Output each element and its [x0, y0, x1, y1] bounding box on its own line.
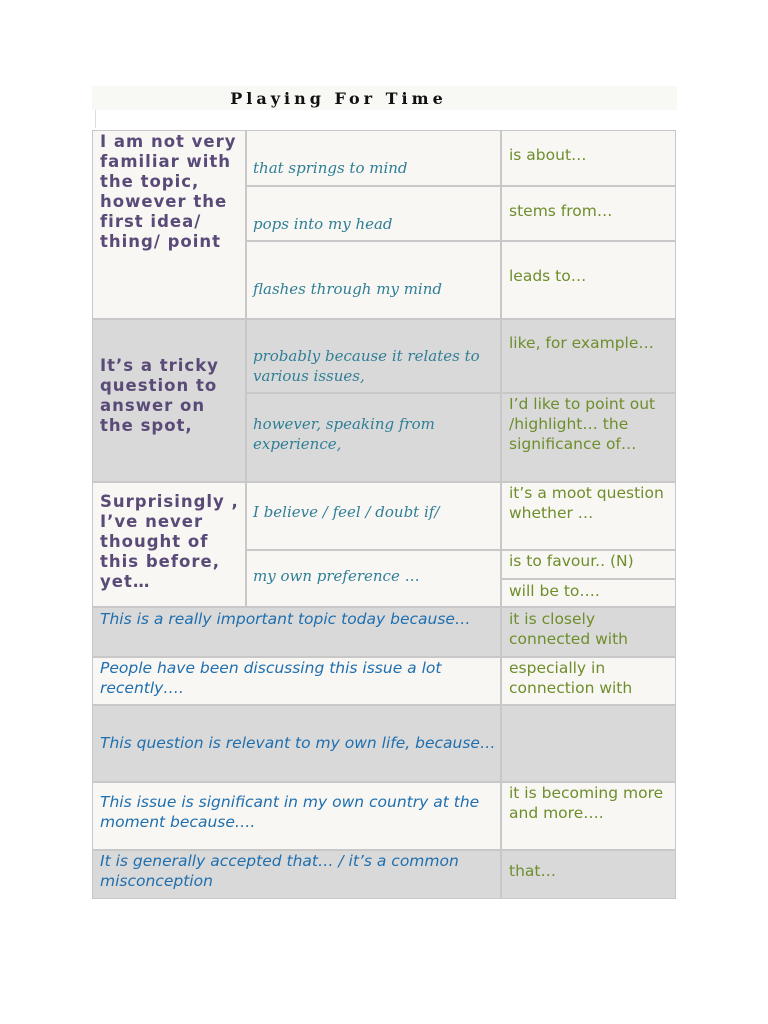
right-cell-1a	[501, 130, 676, 186]
lead-text-2: It’s a tricky question to answer on the spot,	[100, 356, 219, 435]
right-text-1a: is about…	[509, 146, 587, 164]
row-left-1	[92, 607, 501, 657]
row-right-3	[501, 705, 676, 782]
row-right-1	[501, 607, 676, 657]
middle-cell-1b	[246, 186, 501, 241]
middle-text-1b: pops into my head	[253, 215, 393, 233]
row-left-text-3: This question is relevant to my own life, because…	[100, 734, 496, 752]
divider	[95, 110, 96, 128]
right-cell-2b	[501, 393, 676, 482]
row-left-text-2: People have been discussing this issue a lot recently….	[100, 659, 442, 697]
right-text-3a: it’s a moot question whether …	[509, 484, 664, 522]
row-left-3	[92, 705, 501, 782]
row-left-5	[92, 850, 501, 899]
middle-cell-1c	[246, 241, 501, 319]
lead-text-1: I am not very familiar with the topic, however the first idea/ thing/ point	[100, 132, 237, 251]
right-cell-2a	[501, 319, 676, 393]
row-left-text-1: This is a really important topic today because…	[100, 610, 471, 628]
lead-cell-2	[92, 319, 246, 482]
page-title: Playing For Time	[230, 89, 447, 108]
right-text-3c: will be to….	[509, 582, 600, 600]
lead-cell-3	[92, 482, 246, 607]
row-right-text-5: that…	[509, 862, 556, 880]
right-text-3b: is to favour.. (N)	[509, 552, 634, 570]
middle-text-1c: flashes through my mind	[253, 280, 442, 298]
middle-cell-3a	[246, 482, 501, 550]
row-right-text-4: it is becoming more and more….	[509, 784, 664, 822]
row-left-4	[92, 782, 501, 850]
middle-text-2a: probably because it relates to various issues,	[253, 347, 480, 385]
middle-text-2b: however, speaking from experience,	[253, 415, 435, 453]
right-cell-3a	[501, 482, 676, 550]
row-left-text-5: It is generally accepted that… / it’s a common misconception	[100, 852, 459, 890]
row-right-text-2: especially in connection with	[509, 659, 633, 697]
row-left-text-4: This issue is significant in my own country at the moment because….	[100, 793, 480, 831]
middle-cell-3b	[246, 550, 501, 607]
row-right-5	[501, 850, 676, 899]
row-right-2	[501, 657, 676, 705]
lead-text-3: Surprisingly , I’ve never thought of this before, yet…	[100, 492, 239, 591]
right-cell-1c	[501, 241, 676, 319]
middle-cell-1a	[246, 130, 501, 186]
middle-text-3a: I believe / feel / doubt if/	[253, 503, 440, 521]
right-text-1c: leads to…	[509, 267, 587, 285]
right-text-2a: like, for example…	[509, 334, 654, 352]
row-right-text-1: it is closely connected with	[509, 610, 628, 648]
lead-cell-1	[92, 130, 246, 319]
middle-text-1a: that springs to mind	[253, 159, 408, 177]
right-text-1b: stems from…	[509, 202, 613, 220]
middle-cell-2a	[246, 319, 501, 393]
right-cell-1b	[501, 186, 676, 241]
middle-text-3b: my own preference …	[253, 567, 420, 585]
right-text-2b: I’d like to point out /highlight… the significance of…	[509, 395, 656, 453]
row-right-4	[501, 782, 676, 850]
row-left-2	[92, 657, 501, 705]
middle-cell-2b	[246, 393, 501, 482]
right-cell-3c	[501, 579, 676, 607]
right-cell-3b	[501, 550, 676, 579]
